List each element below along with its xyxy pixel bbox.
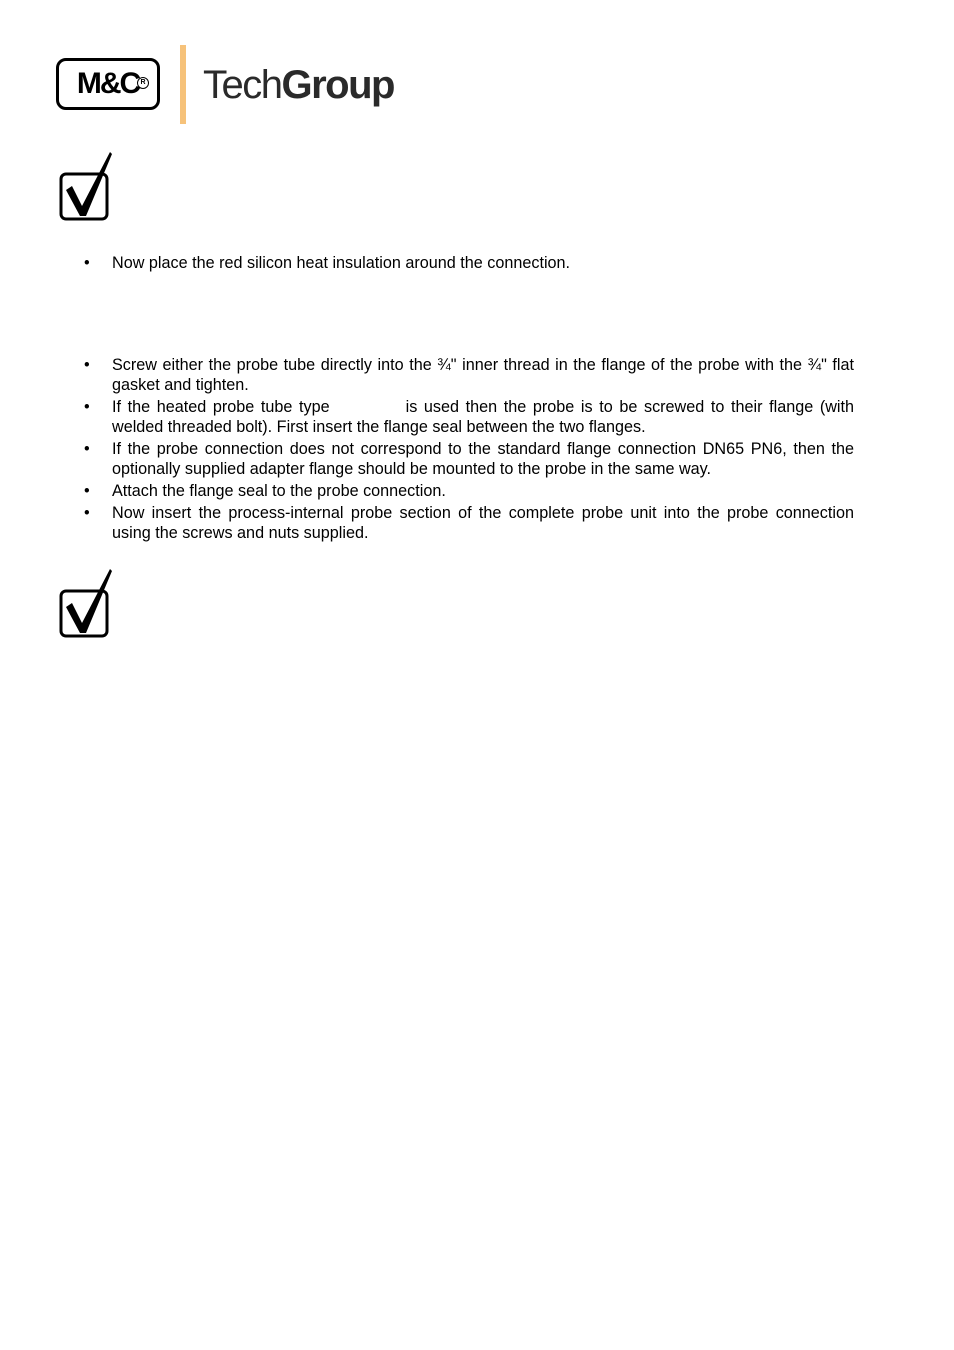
list-item: • Now place the red silicon heat insulation around the connection.: [84, 253, 854, 273]
logo-mark: M&C: [76, 67, 140, 100]
list-item-text-after: is used then the probe is to be screwed to their flange (with welded threaded bolt). First insert the flange seal between the two flanges.: [112, 398, 855, 436]
company-logo: [56, 58, 160, 110]
logo-word-light: Tech: [203, 63, 282, 107]
checkbox-checked-icon: [58, 150, 114, 222]
list-item-text-before: If the heated probe tube type: [112, 398, 330, 416]
list-item: • Screw either the probe tube directly into the ¾" inner thread in the flange of the probe with the ¾" flat gasket and tighten.: [84, 355, 854, 395]
checkbox-checked-icon: [58, 567, 114, 639]
instruction-list-1: [84, 253, 854, 275]
list-item: • If the probe connection does not correspond to the standard flange connection DN65 PN6, then the optionally supplied adapter flange should be mounted to the probe in the same way.: [84, 439, 854, 479]
logo-divider: [180, 45, 186, 124]
logo-wordmark: [203, 60, 394, 110]
instruction-list-2: [84, 355, 854, 545]
list-item: • Now insert the process-internal probe section of the complete probe unit into the probe connection using the screws and nuts supplied.: [84, 503, 854, 543]
list-item: [84, 397, 854, 437]
logo-word-bold: Group: [281, 63, 394, 107]
list-item: • Attach the flange seal to the probe connection.: [84, 481, 854, 501]
registered-mark: R: [137, 77, 149, 89]
